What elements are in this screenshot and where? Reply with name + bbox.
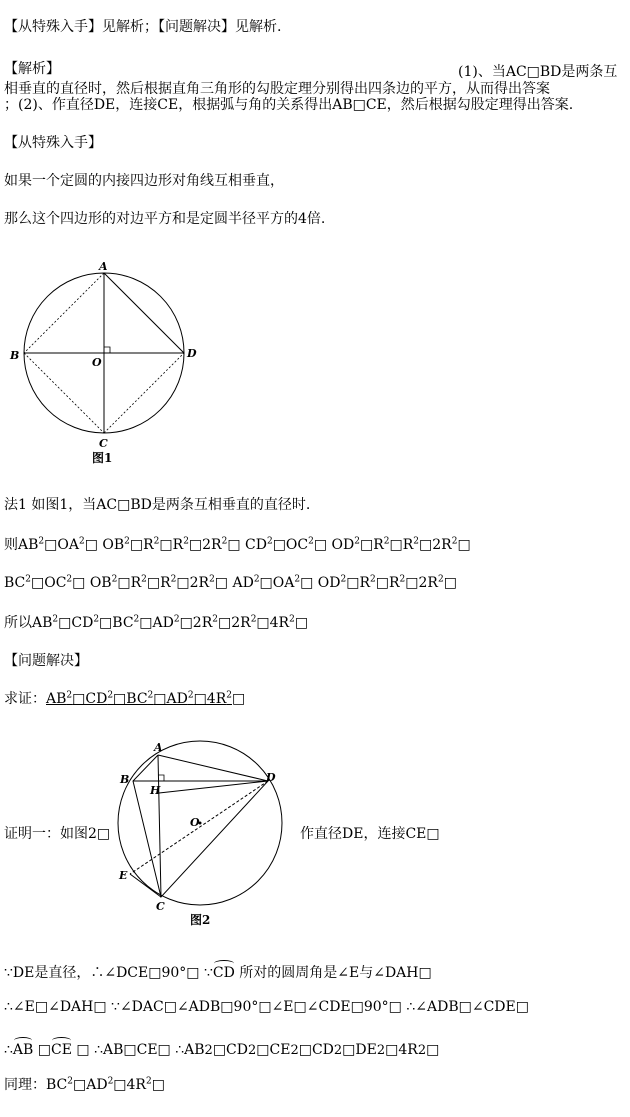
eq1-t1: AB [18,537,39,553]
fig1-side-cd [104,353,184,433]
analysis-heading: 【解析】 [4,61,60,77]
proof-line4: 同理：$BC^2□AD^2□4R^2□$ [4,1076,165,1093]
eq3-t1: AB [32,615,53,631]
prove-t4: □AD [153,691,188,707]
eq2-t2: □OC [31,575,67,591]
eq3-lead: 所以 [4,615,32,631]
eq1-t11: □R [389,537,414,553]
fig2-label-a: A [154,741,163,754]
eq2-t5: □R [146,575,171,591]
l4-lead: 同理： [4,1077,46,1093]
proof-l3s1: 2 [204,1043,213,1058]
fig1-label-d: D [187,347,197,360]
proof-line1 [4,960,432,982]
special-p2: 那么这个四边形的对边平方和是定圆半径平方的4倍. [4,211,326,227]
eq1-t6: □2R [188,537,222,553]
eq1-t3: □ OB [84,537,125,553]
prove-t5: □4R [193,691,227,707]
proof-l3s2: 2 [247,1043,257,1058]
eq2-t11: □R [375,575,400,591]
proof-l3mid: □ [33,1042,52,1058]
proof-line2: ∴∠E□∠DAH□ ∵∠DAC□∠ADB□90°□∠E□∠CDE□90°□ ∴∠ADB□∠CDE□ [4,999,529,1015]
analysis-part1-head: (1)、当AC□BD是两条互 [458,64,618,80]
eq2-t1: BC [4,575,26,591]
method1-eq3: 所以$AB^2□CD^2□BC^2□AD^2□2R^2□2R^2□4R^2□$ [4,614,309,631]
eq2-t3: □ OB [72,575,112,591]
eq3-t4: □AD [139,615,174,631]
proof-l3r2: □CD [212,1042,248,1058]
proof-l3s5: 2 [376,1043,386,1058]
fig1-side-ad [104,273,184,353]
eq1-t5: □R [159,537,184,553]
proof-l3r3: □CE [256,1042,291,1058]
eq2-t13: □ [443,575,457,591]
fig1-right-angle-mark [104,347,110,353]
eq2-t9: □ OD [300,575,341,591]
figure-1 [0,258,200,468]
fig1-caption: 图1 [92,451,113,465]
arc-ab: AB [13,1037,33,1059]
l4-t4: □ [151,1077,165,1093]
fig2-label-b: B [120,773,130,786]
proof-l3r5: □DE [342,1042,377,1058]
problem-heading: 【问题解决】 [4,653,88,669]
eq3-t3: □BC [99,615,134,631]
eq3-t5: □2R [179,615,213,631]
eq2-t12: □2R [405,575,438,591]
analysis-line2: 相垂直的直径时，然后根据直角三角形的勾股定理分别得出四条边的平方，从而得出答案 [4,81,550,97]
fig1-label-b: B [10,349,20,362]
eq2-t6: □2R [176,575,210,591]
prove-statement: $AB^2□CD^2□BC^2□AD^2□4R^2$ [46,690,232,707]
l4-t1: BC [46,1077,68,1093]
eq2-t4: □R [117,575,142,591]
fig2-label-d: D [266,771,276,784]
figure-2 [108,738,298,928]
special-heading: 【从特殊入手】 [4,135,102,151]
eq3-t2: □CD [58,615,94,631]
eq2-t8: □OA [259,575,295,591]
proof-line3 [4,1037,439,1060]
proof-l1b: 所对的圆周角是∠E与∠DAH□ [234,965,432,981]
eq1-t13: □ [457,537,471,553]
proof-l1a: ∵DE是直径，∴∠DCE□90°□ ∵ [4,965,213,981]
eq3-t7: □4R [256,615,290,631]
fig2-segment-hd [159,781,268,793]
fig2-label-e: E [119,869,128,882]
prove-line [4,690,245,708]
prove-t1: AB [46,691,67,707]
analysis-line3: ；(2)、作直径DE，连接CE，根据弧与角的关系得出AB□CE，然后根据勾股定理得出答案. [4,97,574,113]
fig1-side-ab [24,273,104,353]
eq1-t4: □R [129,537,154,553]
prove-t2: □CD [72,691,108,707]
l4-t2: □AD [73,1077,108,1093]
prove-t3: □BC [113,691,148,707]
eq1-t10: □R [359,537,384,553]
fig2-label-h: H [150,784,161,797]
proof-l3s6: 2 [417,1043,427,1058]
arc-ce: CE [51,1037,72,1059]
proof-l3s4: 2 [333,1043,343,1058]
proof-left: 证明一：如图2□ [4,826,111,842]
eq1-t7: □ CD [227,537,267,553]
proof-l3r6: □4R [385,1042,418,1058]
proof-l3s3: 2 [290,1043,299,1058]
l4-t3: □4R [113,1077,146,1093]
method1-eq1: 则$AB^2□OA^2□$ $OB^2□R^2□R^2□2R^2□$ $CD^2□OC^2□$ $OD^2□R^2□R^2□2R^2□$ [4,536,471,553]
fig2-diagonal-ac [158,755,161,897]
prove-t6: □ [232,691,246,707]
proof-l3r7: □ [426,1042,440,1058]
fig1-label-a: A [99,260,108,273]
method1-intro: 法1 如图1，当AC□BD是两条互相垂直的直径时. [4,497,311,513]
eq2-t10: □R [346,575,371,591]
eq1-lead: 则 [4,537,18,553]
eq3-t6: □2R [218,615,251,631]
fig2-label-o: O [190,816,200,829]
answer-line: 【从特殊入手】见解析；【问题解决】见解析. [4,19,282,35]
method1-eq2: $BC^2□OC^2□$ $OB^2□R^2□R^2□2R^2□$ $AD^2□OA^2□$ $OD^2□R^2□R^2□2R^2□$ [4,574,457,591]
eq1-t8: □OC [272,537,309,553]
proof-right: 作直径DE，连接CE□ [300,826,440,842]
fig1-label-o: O [92,356,102,369]
proof-l3r4: □CD [298,1042,334,1058]
arc-cd: CD [213,960,235,982]
eq1-t12: □2R [419,537,452,553]
eq1-t2: □OA [44,537,79,553]
eq2-t7: □ AD [214,575,254,591]
eq3-t8: □ [294,615,309,631]
prove-lead: 求证： [4,691,46,707]
fig2-label-c: C [156,900,165,913]
proof-l3rest: □ ∴AB□CE□ ∴AB [71,1042,205,1058]
fig1-label-c: C [99,437,108,450]
special-p1: 如果一个定圆的内接四边形对角线互相垂直， [4,173,284,189]
eq1-t9: □ OD [313,537,355,553]
proof-l3lead: ∴ [4,1042,13,1058]
fig2-caption: 图2 [190,913,211,927]
